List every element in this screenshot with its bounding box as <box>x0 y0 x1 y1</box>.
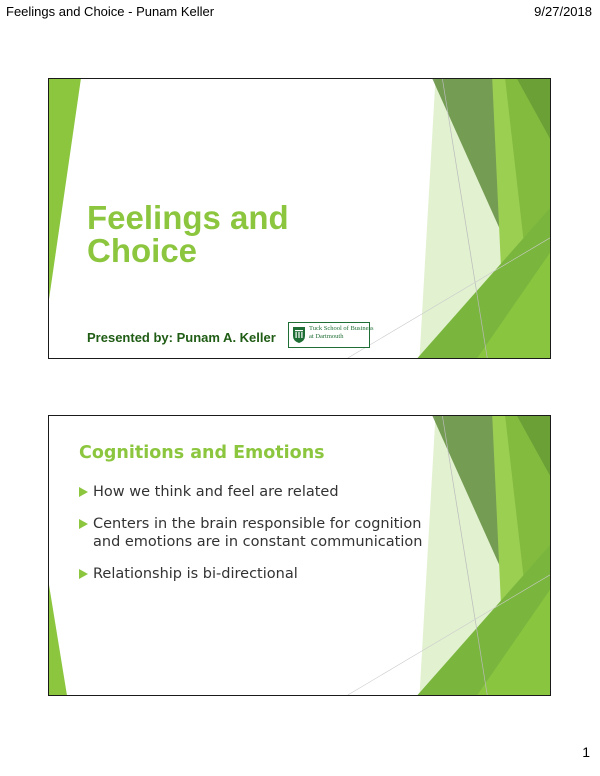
logo-text <box>309 325 374 340</box>
slide-1-title-line-2: Choice <box>87 232 198 269</box>
bullet-text: How we think and feel are related <box>93 484 339 500</box>
logo-text-line-2: at Dartmouth <box>309 332 344 340</box>
slide-1 <box>48 78 551 359</box>
bullet-item <box>79 515 449 551</box>
arrow-bullet-icon <box>79 487 88 497</box>
tuck-school-logo <box>288 322 374 348</box>
bullet-list <box>79 483 449 597</box>
page-header-date: 9/27/2018 <box>534 4 592 19</box>
arrow-bullet-icon <box>79 569 88 579</box>
page-header-title: Feelings and Choice - Punam Keller <box>6 4 215 19</box>
slide-1-title <box>87 201 387 267</box>
bullet-item <box>79 565 449 583</box>
page-number: 1 <box>582 744 590 760</box>
slide-2-title: Cognitions and Emotions <box>79 443 325 463</box>
bullet-text: Centers in the brain responsible for cognition and emotions are in constant communication <box>93 516 423 550</box>
presenter-credit: Presented by: Punam A. Keller <box>87 330 276 345</box>
logo-text-line-1: Tuck School of Business <box>309 325 374 332</box>
shield-icon <box>292 326 306 344</box>
bullet-item <box>79 483 449 501</box>
slide-1-title-line-1: Feelings and <box>87 199 289 236</box>
arrow-bullet-icon <box>79 519 88 529</box>
bullet-text: Relationship is bi-directional <box>93 566 298 582</box>
slide-2 <box>48 415 551 696</box>
